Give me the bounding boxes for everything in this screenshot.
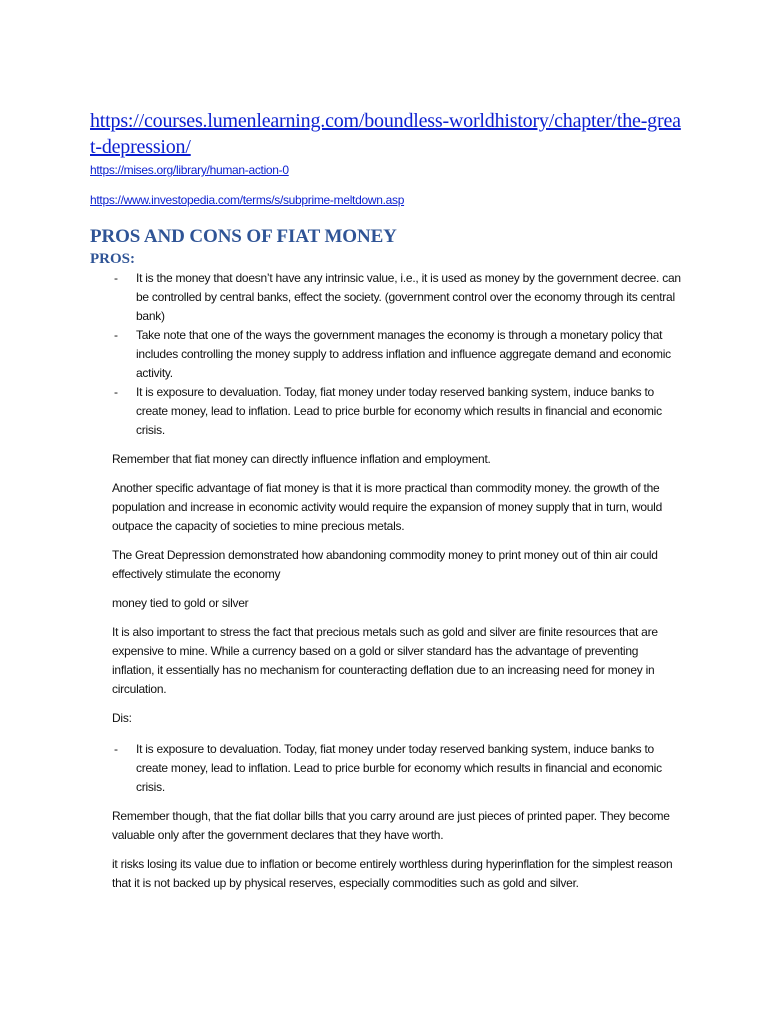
bullet-marker: - <box>114 385 118 399</box>
document-content <box>90 104 682 893</box>
bullet-marker: - <box>114 271 118 285</box>
pros-list <box>90 269 682 440</box>
bullet-marker: - <box>114 328 118 342</box>
list-item-text: It is exposure to devaluation. Today, fiat money under today reserved banking system, induce banks to create money, lead to inflation. Lead to price burble for economy which results in financial and economic crisis. <box>136 385 662 437</box>
paragraph: money tied to gold or silver <box>112 596 249 610</box>
list-item <box>90 269 682 326</box>
list-item <box>90 740 682 797</box>
section-heading: PROS AND CONS OF FIAT MONEY <box>90 226 397 247</box>
list-item <box>90 383 682 440</box>
paragraph: Another specific advantage of fiat money is that it is more practical than commodity money. the growth of the population and increase in economic activity would require the expansion of money supply that in turn, would outpace the capacity of societies to mine precious metals. <box>112 481 663 533</box>
list-item-text: It is exposure to devaluation. Today, fiat money under today reserved banking system, induce banks to create money, lead to inflation. Lead to price burble for economy which results in financial and economic crisis. <box>136 742 662 794</box>
list-item <box>90 326 682 383</box>
dis-list <box>90 740 682 797</box>
mises-link[interactable]: https://mises.org/library/human-action-0 <box>90 163 289 177</box>
lumenlearning-link[interactable]: https://courses.lumenlearning.com/boundless-worldhistory/chapter/the-great-depression/ <box>90 110 681 158</box>
paragraph: Remember though, that the fiat dollar bills that you carry around are just pieces of printed paper. They become valuable only after the government declares that they have worth. <box>112 809 670 842</box>
list-item-text: Take note that one of the ways the government manages the economy is through a monetary policy that includes controlling the money supply to address inflation and influence aggregate demand and economic activity. <box>136 328 671 380</box>
bullet-marker: - <box>114 742 118 756</box>
list-item-text: It is the money that doesn’t have any intrinsic value, i.e., it is used as money by the government decree. can be controlled by central banks, effect the society. (government control over the economy through its central bank) <box>136 271 681 323</box>
paragraph: The Great Depression demonstrated how abandoning commodity money to print money out of thin air could effectively stimulate the economy <box>112 548 658 581</box>
paragraph: Remember that fiat money can directly influence inflation and employment. <box>112 452 491 466</box>
dis-label: Dis: <box>112 711 132 725</box>
pros-heading: PROS: <box>90 251 135 267</box>
paragraph: It is also important to stress the fact that precious metals such as gold and silver are finite resources that are expensive to mine. While a currency based on a gold or silver standard has the advantage of preventing inflation, it essentially has no mechanism for counteracting deflation due to an increasing need for money in circulation. <box>112 625 658 696</box>
paragraph: it risks losing its value due to inflation or become entirely worthless during hyperinflation for the simplest reason that it is not backed up by physical reserves, especially commodities such as gold and silver. <box>112 857 673 890</box>
investopedia-link[interactable]: https://www.investopedia.com/terms/s/subprime-meltdown.asp <box>90 193 405 207</box>
